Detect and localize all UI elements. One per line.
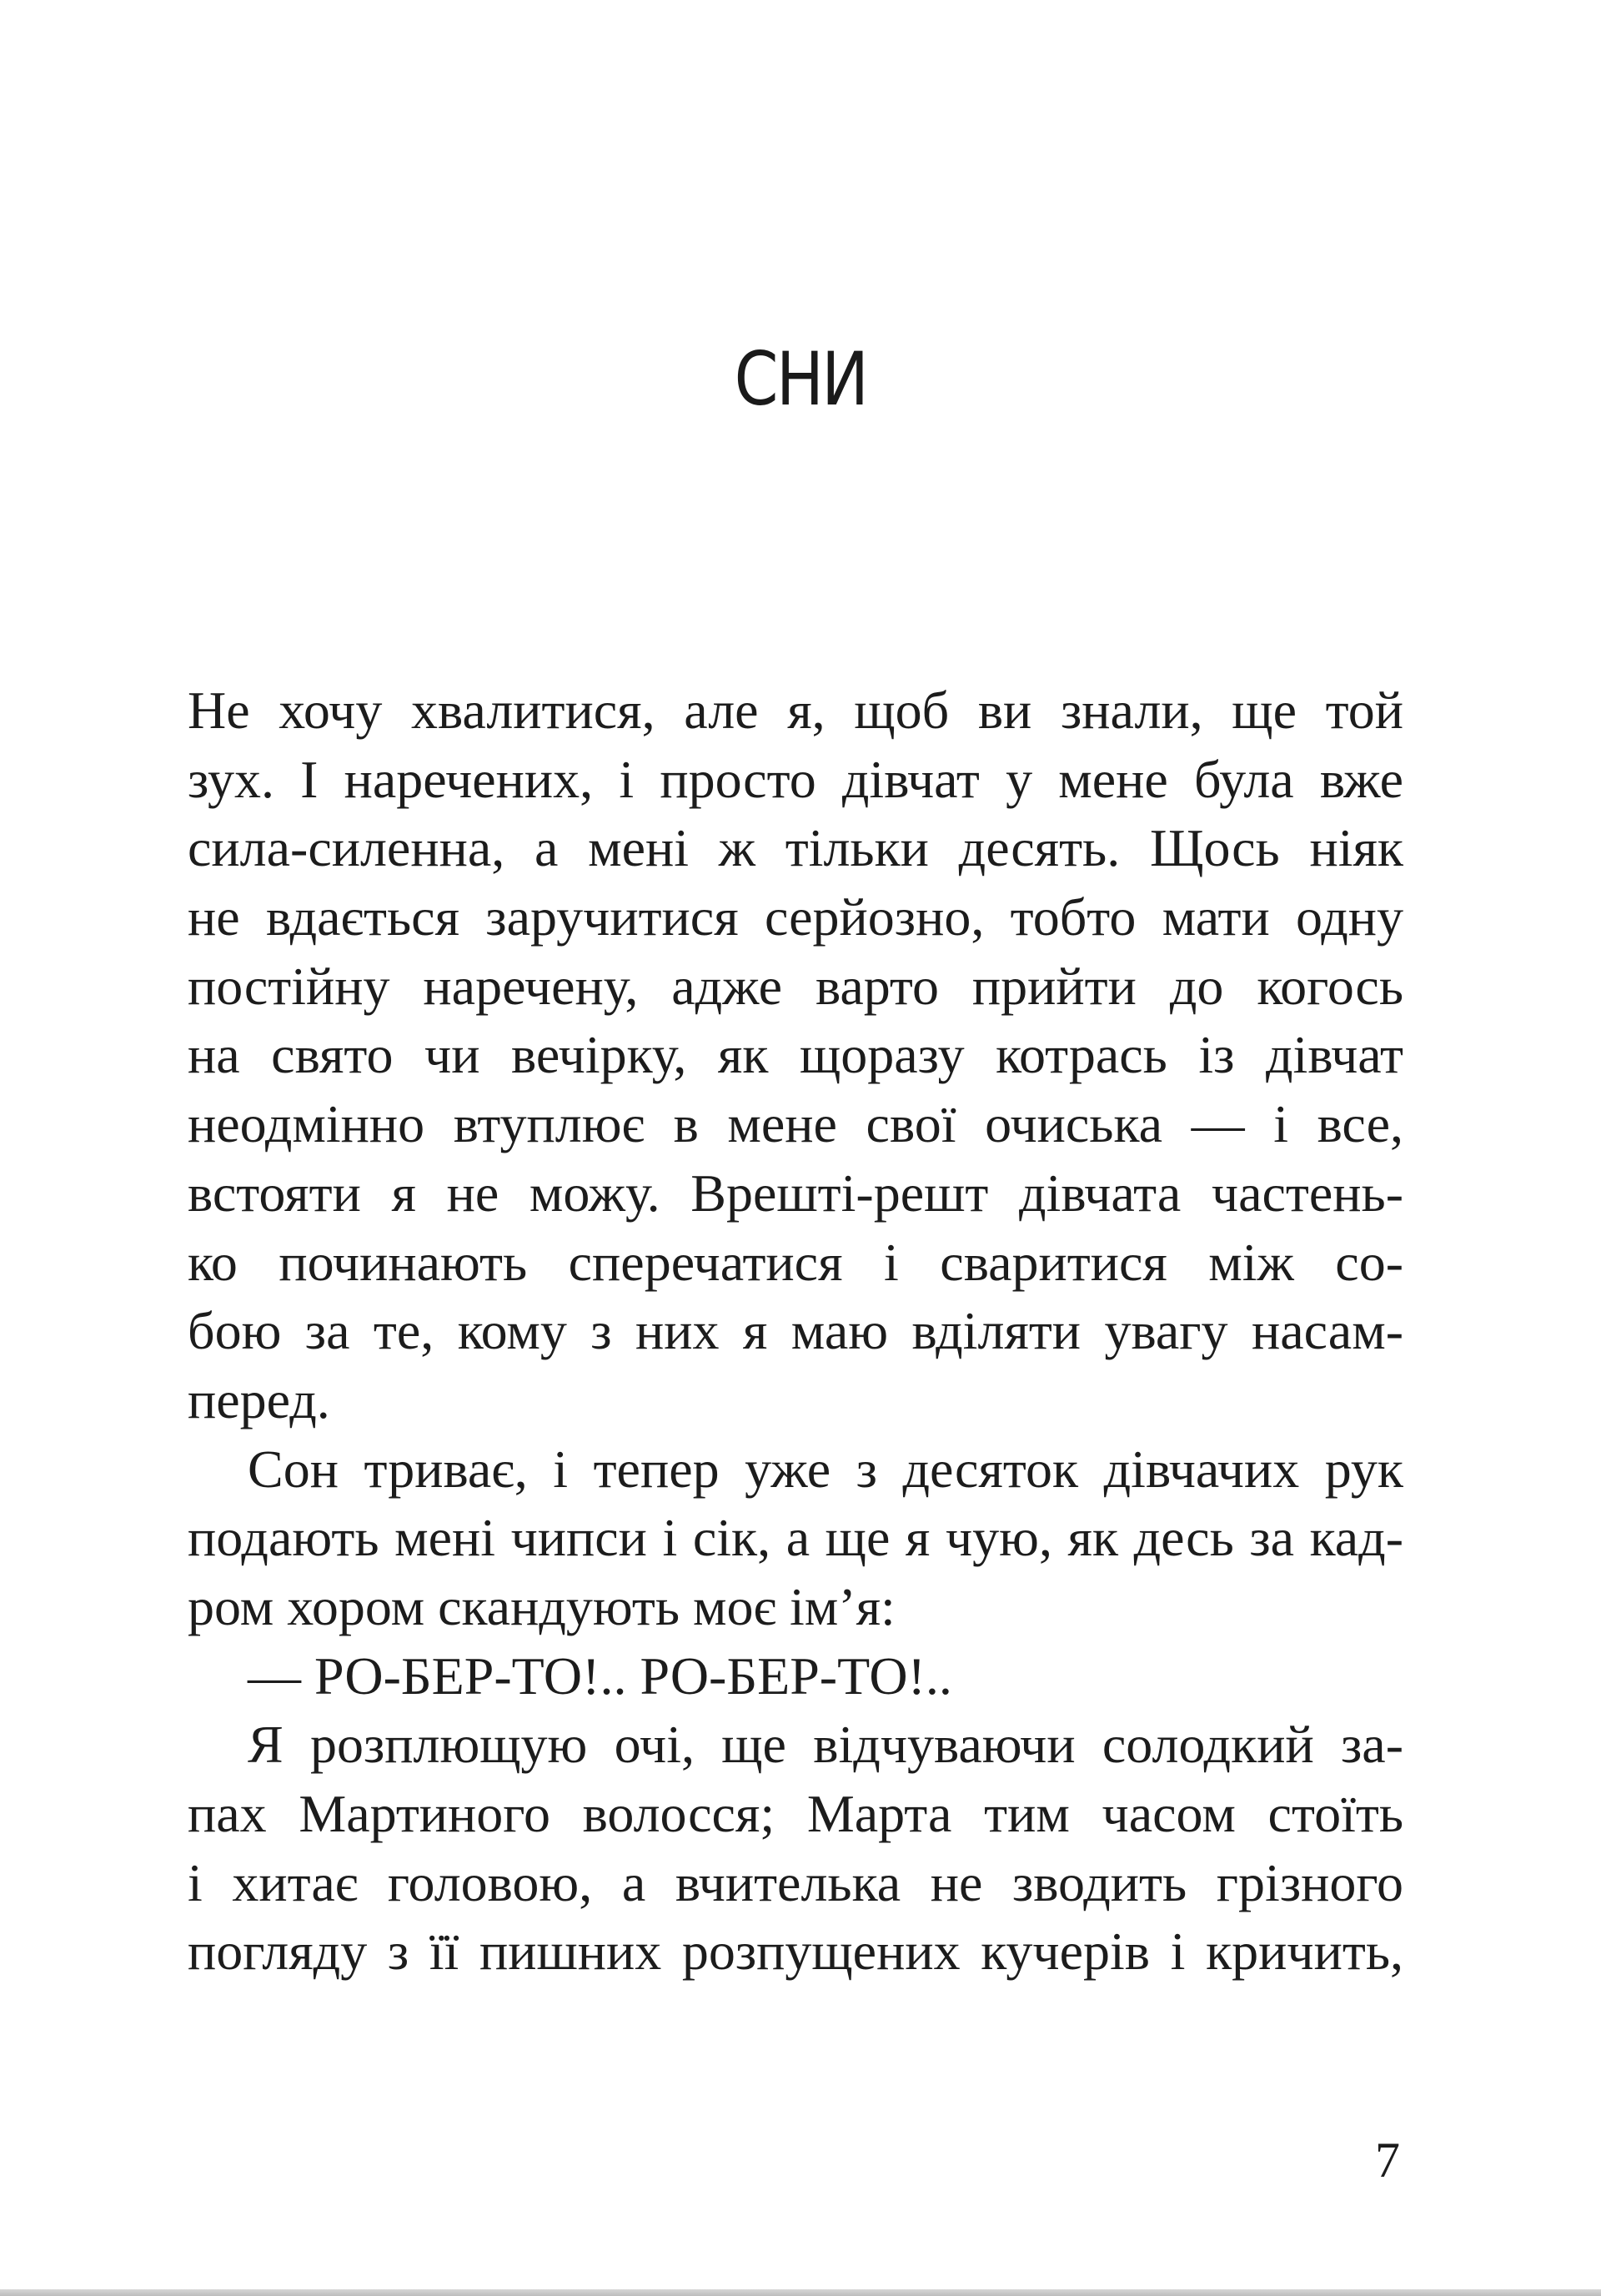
text-line: і хитає головою, а вчителька не зводить грізного	[188, 1852, 1403, 1912]
page-number: 7	[1375, 2133, 1400, 2188]
text-line: на свято чи вечірку, як щоразу котрась із дівчат	[188, 1025, 1403, 1085]
text-line: Не хочу хвалитися, але я, щоб ви знали, ще той	[188, 681, 1403, 740]
text-line: сила-силенна, а мені ж тільки десять. Щось ніяк	[188, 818, 1403, 878]
text-line: перед.	[188, 1369, 330, 1429]
text-line: подають мені чипси і сік, а ще я чую, як десь за кад-	[188, 1508, 1403, 1568]
text-line: ко починають сперечатися і сваритися між со-	[188, 1232, 1403, 1292]
page-edge-divider	[0, 2289, 1601, 2296]
text-line: ром хором скандують моє ім’я:	[188, 1576, 896, 1636]
chapter-title: СНИ	[734, 336, 867, 422]
text-line: Сон триває, і тепер уже з десяток дівчачих рук	[248, 1439, 1403, 1499]
text-line: встояти я не можу. Врешті-решт дівчата частень-	[188, 1163, 1403, 1223]
text-line: бою за те, кому з них я маю вділяти увагу насам-	[188, 1301, 1403, 1361]
text-line: пах Мартиного волосся; Марта тим часом стоїть	[188, 1784, 1403, 1843]
text-line: — РО-БЕР-ТО!.. РО-БЕР-ТО!..	[248, 1645, 952, 1706]
text-line: постійну наречену, адже варто прийти до когось	[188, 956, 1403, 1016]
text-line: неодмінно втуплює в мене свої очиська — і все,	[188, 1094, 1403, 1154]
text-line: Я розплющую очі, ще відчуваючи солодкий за-	[248, 1715, 1403, 1775]
text-line: зух. І наречених, і просто дівчат у мене була вже	[188, 749, 1403, 809]
body-text	[188, 676, 1403, 1987]
text-line: погляду з її пишних розпущених кучерів і кричить,	[188, 1922, 1403, 1982]
text-line: не вдається заручитися серйозно, тобто мати одну	[188, 887, 1403, 947]
